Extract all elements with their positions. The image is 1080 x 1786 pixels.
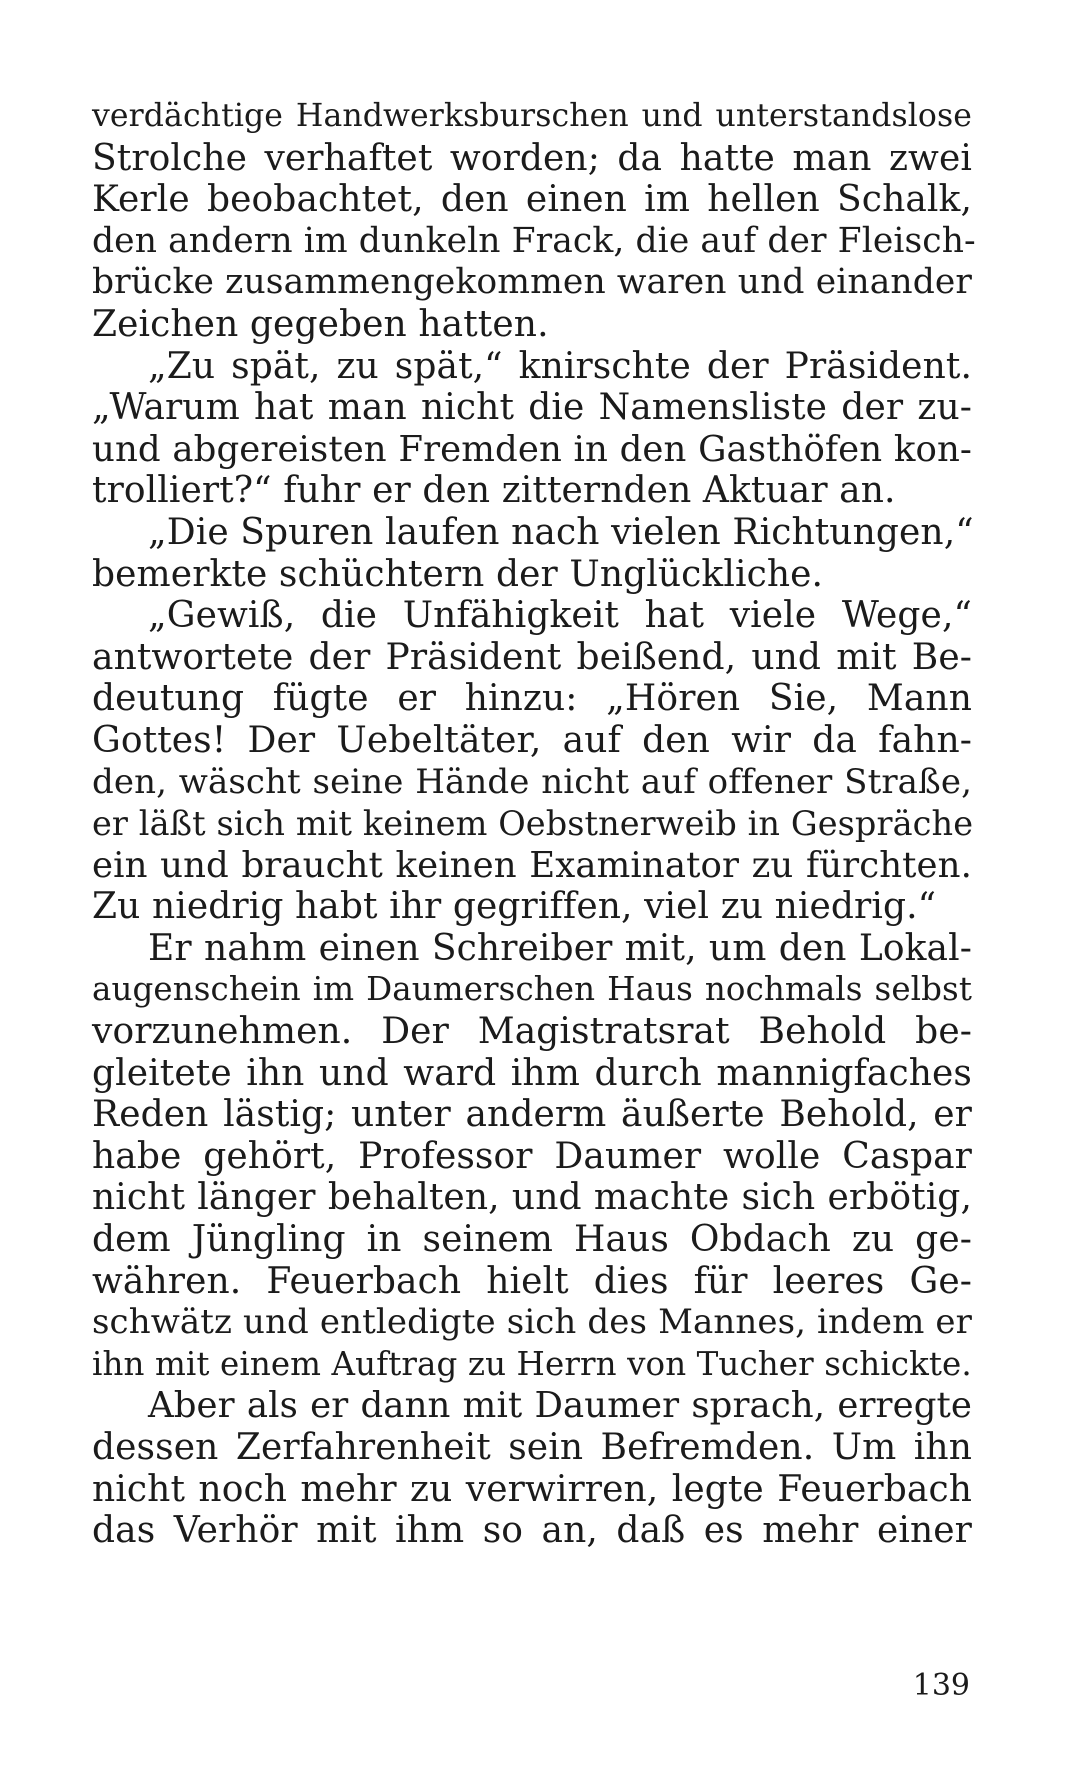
text-line: „Gewiß, die Unfähigkeit hat viele Wege,“ <box>148 595 972 637</box>
text-line: Strolche verhaftet worden; da hatte man zwei <box>92 137 972 179</box>
text-line: Zeichen gegeben hatten. <box>92 303 549 345</box>
text-line: gleitete ihn und ward ihm durch mannigfaches <box>92 1052 972 1094</box>
text-line: „Zu spät, zu spät,“ knirschte der Präsident. <box>148 345 972 387</box>
text-line: ihn mit einem Auftrag zu Herrn von Tucher schickte. <box>92 1344 972 1383</box>
text-line: Kerle beobachtet, den einen im hellen Schalk, <box>92 179 972 221</box>
text-line: den andern im dunkeln Frack, die auf der Fleisch- <box>92 220 976 261</box>
text-line: antwortete der Präsident beißend, und mit Be- <box>92 636 972 678</box>
body-text <box>92 96 976 1552</box>
text-line: dem Jüngling in seinem Haus Obdach zu ge- <box>92 1219 972 1261</box>
text-line: Zu niedrig habt ihr gegriffen, viel zu niedrig.“ <box>92 886 937 928</box>
text-line: nicht noch mehr zu verwirren, legte Feuerbach <box>92 1468 972 1510</box>
text-line: und abgereisten Fremden in den Gasthöfen kon- <box>92 428 972 470</box>
text-line: schwätz und entledigte sich des Mannes, indem er <box>92 1302 972 1343</box>
text-line: Gottes! Der Uebeltäter, auf den wir da fahn- <box>92 719 972 761</box>
text-line: Reden lästig; unter anderm äußerte Behold, er <box>92 1094 972 1136</box>
text-line: währen. Feuerbach hielt dies für leeres Ge- <box>92 1260 972 1302</box>
text-line: augenschein im Daumerschen Haus nochmals selbst <box>92 970 972 1009</box>
text-line: das Verhör mit ihm so an, daß es mehr einer <box>92 1510 972 1552</box>
text-line: nicht länger behalten, und machte sich erbötig, <box>92 1177 972 1219</box>
text-line: bemerkte schüchtern der Unglückliche. <box>92 553 824 595</box>
text-line: trolliert?“ fuhr er den zitternden Aktuar an. <box>92 470 896 512</box>
text-line: habe gehört, Professor Daumer wolle Caspar <box>92 1135 972 1177</box>
text-line: brücke zusammengekommen waren und einander <box>92 262 972 303</box>
text-line: dessen Zerfahrenheit sein Befremden. Um ihn <box>92 1427 972 1468</box>
text-line: ein und braucht keinen Examinator zu fürchten. <box>92 844 972 886</box>
text-line: Aber als er dann mit Daumer sprach, erregte <box>148 1385 972 1427</box>
text-line: „Warum hat man nicht die Namensliste der zu- <box>92 387 972 429</box>
text-line: den, wäscht seine Hände nicht auf offener Straße, <box>92 761 972 802</box>
text-line: er läßt sich mit keinem Oebstnerweib in Gespräche <box>92 804 974 844</box>
text-line: deutung fügte er hinzu: „Hören Sie, Mann <box>92 678 972 720</box>
page-number: 139 <box>912 1668 970 1703</box>
text-line: Er nahm einen Schreiber mit, um den Lokal- <box>148 927 972 969</box>
text-line: verdächtige Handwerksburschen und unterstandslose <box>92 98 972 134</box>
text-line: „Die Spuren laufen nach vielen Richtungen,“ <box>148 511 974 553</box>
text-line: vorzunehmen. Der Magistratsrat Behold be- <box>92 1011 972 1053</box>
